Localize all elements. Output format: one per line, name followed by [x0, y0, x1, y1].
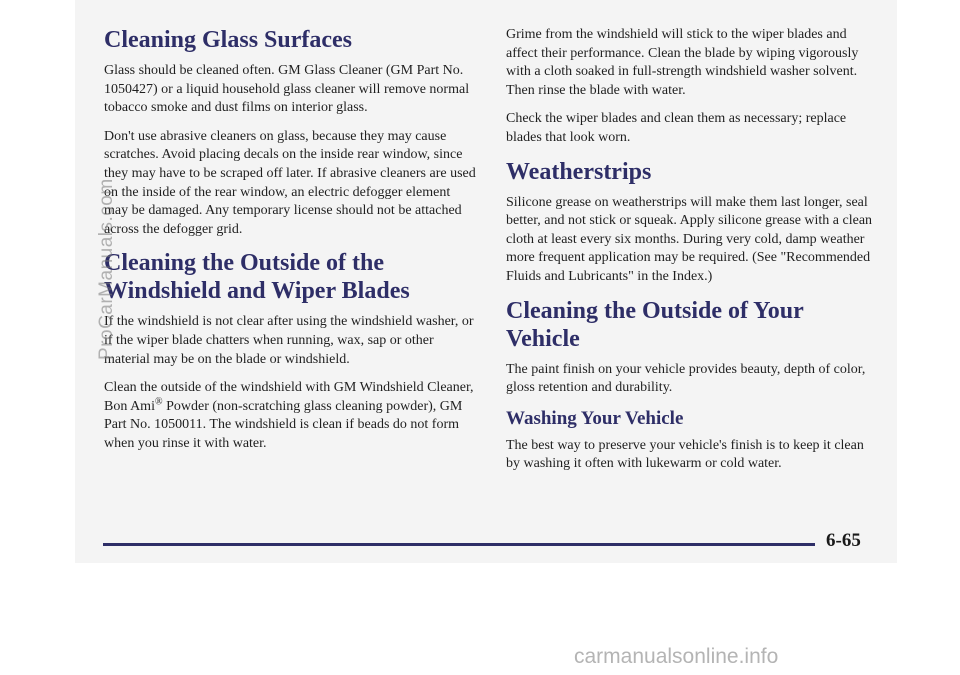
glass-cleaning-paragraph: Glass should be cleaned often. GM Glass Cleaner (GM Part No. 1050427) or a liquid household glass cleaner will remove normal tobacco smoke and dust films on interior glass. — [104, 63, 470, 116]
heading-cleaning-outside-vehicle: Cleaning the Outside of Your Vehicle — [506, 297, 804, 352]
washing-paragraph: The best way to preserve your vehicle's finish is to keep it clean by washing it often with lukewarm or cold water. — [506, 437, 864, 472]
side-watermark: ProCarManuals.com — [96, 178, 117, 360]
heading-windshield-wiper-blades: Cleaning the Outside of the Windshield and Wiper Blades — [104, 250, 410, 305]
weatherstrips-paragraph: Silicone grease on weatherstrips will make them last longer, seal better, and not stick or squeak. Apply silicone grease with a clean cloth at least every six months. During very cold, damp weather more frequent application may be required. (See "Recommended Fluids and Lubricants" in the Index.) — [506, 194, 873, 284]
right-column — [506, 26, 876, 484]
wiper-grime-paragraph: Grime from the windshield will stick to the wiper blades and affect their performance. Clean the blade by wiping vigorously with a cloth soaked in full-strength windshield washer solvent. Then rinse the blade with water. — [506, 27, 859, 98]
registered-mark: ® — [154, 396, 163, 408]
abrasive-cleaner-paragraph: Don't use abrasive cleaners on glass, because they may cause scratches. Avoid placing decals on the inside rear window, since they may have to be scraped off later. If abrasive cleaners are used on the inside of the rear window, an electric defogger element may be damaged. Any temporary license should not be attached across the defogger grid. — [104, 128, 476, 237]
heading-cleaning-glass-surfaces: Cleaning Glass Surfaces — [104, 27, 353, 53]
footer-rule — [103, 543, 815, 546]
windshield-cleaner-text-b: Powder (non-scratching glass cleaning powder), GM Part No. 1050011. The windshield is clean if beads do not form when you rinse it with water. — [104, 398, 463, 451]
windshield-not-clear-paragraph: If the windshield is not clear after using the windshield washer, or if the wiper blade chatters when running, wax, sap or other material may be on the blade or windshield. — [104, 314, 474, 367]
wiper-check-paragraph: Check the wiper blades and clean them as necessary; replace blades that look worn. — [506, 111, 847, 145]
windshield-cleaner-text-a: Clean the outside of the windshield with GM Windshield Cleaner, Bon Ami — [104, 380, 474, 414]
bottom-watermark[interactable]: carmanualsonline.info — [574, 645, 779, 668]
left-column — [104, 26, 476, 464]
paint-finish-paragraph: The paint finish on your vehicle provides beauty, depth of color, gloss retention and durability. — [506, 361, 866, 396]
heading-washing-your-vehicle: Washing Your Vehicle — [506, 407, 684, 429]
windshield-cleaner-paragraph — [104, 379, 476, 453]
heading-weatherstrips: Weatherstrips — [506, 158, 652, 185]
page-number: 6-65 — [826, 530, 861, 551]
